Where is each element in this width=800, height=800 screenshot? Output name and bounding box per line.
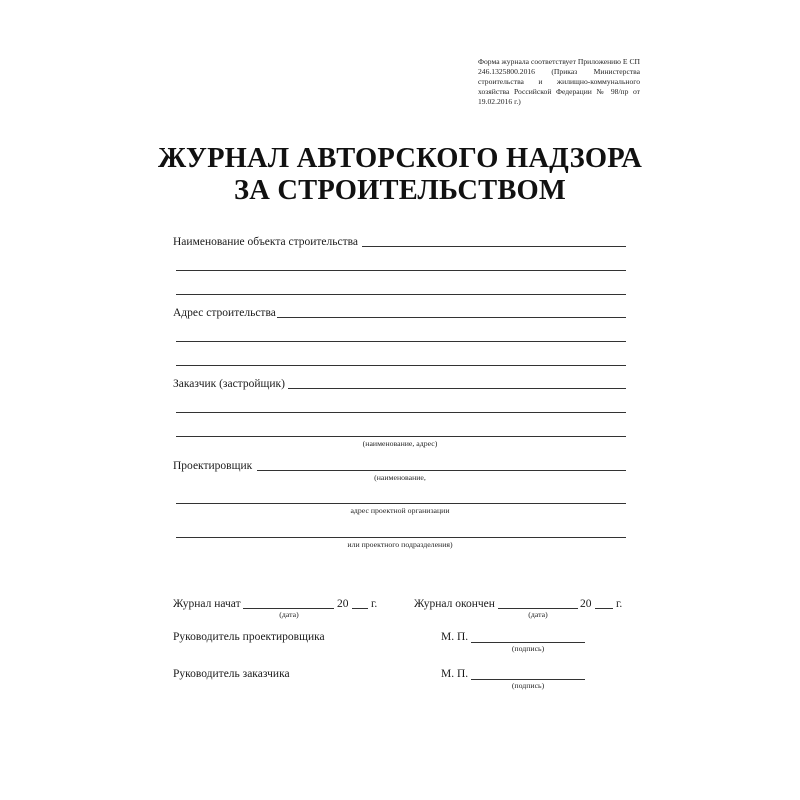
address-line-2 bbox=[176, 341, 626, 342]
designer-line bbox=[257, 470, 626, 471]
started-date-line bbox=[243, 608, 334, 609]
customer-label: Заказчик (застройщик) bbox=[173, 378, 285, 390]
started-year-prefix: 20 bbox=[337, 598, 349, 610]
customer-signature-hint: (подпись) bbox=[511, 681, 545, 690]
designer-hint-org: адрес проектной организации bbox=[350, 506, 450, 515]
designer-line-2 bbox=[176, 503, 626, 504]
customer-stamp-label: М. П. bbox=[441, 668, 469, 680]
form-compliance-notice: Форма журнала соответствует Приложению Е СП 246.1325800.2016 (Приказ Министерства строительства и жилищно-коммунального хозяйства Российской Федерации № 98/пр от 19.02.2016 г.) bbox=[478, 57, 640, 106]
ended-date-hint: (дата) bbox=[528, 610, 548, 619]
object-name-line bbox=[362, 246, 626, 247]
started-date-hint: (дата) bbox=[279, 610, 299, 619]
ended-year-prefix: 20 bbox=[580, 598, 592, 610]
customer-signature-line bbox=[471, 679, 585, 680]
customer-head-label: Руководитель заказчика bbox=[173, 668, 290, 680]
designer-signature-line bbox=[471, 642, 585, 643]
customer-line-3 bbox=[176, 436, 626, 437]
address-line-3 bbox=[176, 365, 626, 366]
ended-year-suffix: г. bbox=[616, 598, 623, 610]
designer-hint-name: (наименование, bbox=[374, 473, 426, 482]
started-year-suffix: г. bbox=[371, 598, 378, 610]
designer-stamp-label: М. П. bbox=[441, 631, 469, 643]
designer-hint-subdivision: или проектного подразделения) bbox=[347, 540, 453, 549]
designer-head-label: Руководитель проектировщика bbox=[173, 631, 325, 643]
designer-signature-hint: (подпись) bbox=[511, 644, 545, 653]
designer-label: Проектировщик bbox=[173, 460, 253, 472]
object-name-line-2 bbox=[176, 270, 626, 271]
started-year-line bbox=[352, 608, 368, 609]
journal-ended-label: Журнал окончен bbox=[414, 598, 495, 610]
address-line bbox=[277, 317, 626, 318]
object-name-label: Наименование объекта строительства bbox=[173, 236, 359, 248]
journal-title-line1: ЖУРНАЛ АВТОРСКОГО НАДЗОРА bbox=[157, 143, 643, 174]
journal-title-line2: ЗА СТРОИТЕЛЬСТВОМ bbox=[234, 175, 566, 206]
customer-hint: (наименование, адрес) bbox=[362, 439, 438, 448]
object-name-line-3 bbox=[176, 294, 626, 295]
journal-started-label: Журнал начат bbox=[173, 598, 241, 610]
customer-line bbox=[288, 388, 626, 389]
customer-line-2 bbox=[176, 412, 626, 413]
ended-year-line bbox=[595, 608, 613, 609]
ended-date-line bbox=[498, 608, 578, 609]
address-label: Адрес строительства bbox=[173, 307, 276, 319]
designer-line-3 bbox=[176, 537, 626, 538]
